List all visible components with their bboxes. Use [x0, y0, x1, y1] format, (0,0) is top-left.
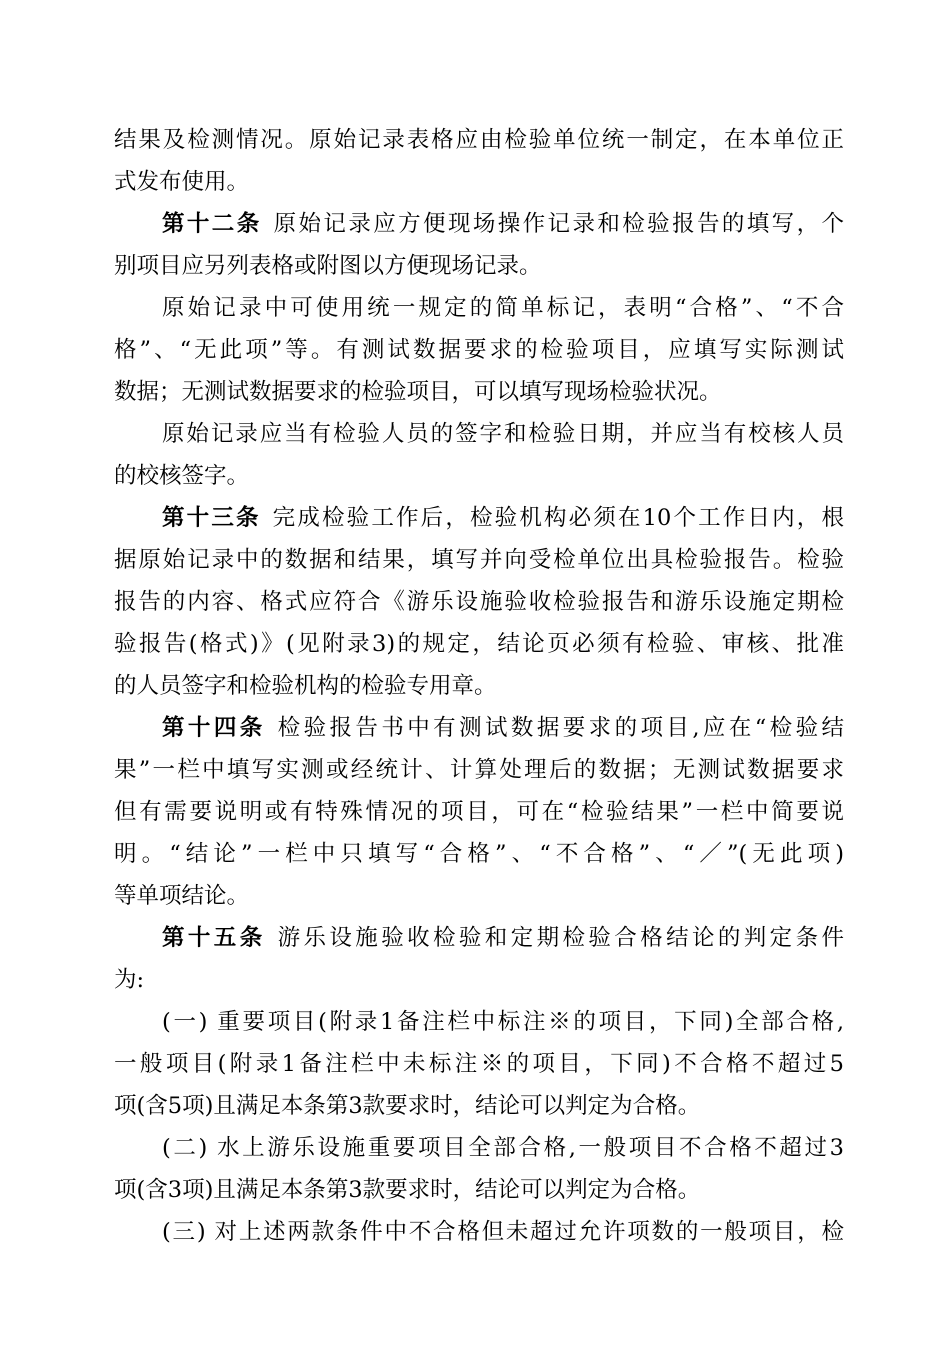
line-text: 项(含3项)且满足本条第3款要求时，结论可以判定为合格。 [114, 1177, 701, 1203]
line-text: 原始记录应方便现场操作记录和检验报告的填写，个 [273, 211, 844, 237]
text-line [114, 1084, 844, 1128]
line-text: 明。“结论”一栏中只填写“合格”、“不合格”、“／”(无此项) [114, 841, 844, 867]
article-heading: 第十三条 [162, 505, 261, 531]
line-text: 据原始记录中的数据和结果，填写并向受检单位出具检验报告。检验 [114, 547, 844, 573]
text-line [114, 1168, 844, 1212]
article-heading: 第十四条 [162, 715, 266, 741]
line-text: 为: [114, 967, 145, 993]
article-heading: 第十五条 [162, 925, 266, 951]
line-text: 式发布使用。 [114, 169, 250, 195]
text-line [114, 790, 844, 834]
line-text: 果”一栏中填写实测或经统计、计算处理后的数据；无测试数据要求 [114, 757, 844, 783]
line-text: 但有需要说明或有特殊情况的项目，可在“检验结果”一栏中简要说 [114, 799, 844, 825]
line-text: 的校核签字。 [114, 463, 250, 489]
text-line [114, 1042, 844, 1086]
clause-2-line [162, 1126, 844, 1170]
article-heading: 第十二条 [162, 211, 262, 237]
line-text: 完成检验工作后，检验机构必须在10个工作日内，根 [272, 505, 844, 531]
clause-3-line [162, 1210, 844, 1254]
text-line [114, 664, 844, 708]
text-line [114, 244, 844, 288]
line-text: (二) 水上游乐设施重要项目全部合格,一般项目不合格不超过3 [162, 1135, 844, 1161]
line-text: 的人员签字和检验机构的检验专用章。 [114, 673, 497, 699]
line-text: 原始记录应当有检验人员的签字和检验日期，并应当有校核人员 [162, 421, 844, 447]
line-text: 结果及检测情况。原始记录表格应由检验单位统一制定，在本单位正 [114, 127, 844, 153]
text-line [114, 160, 844, 204]
line-text: 数据；无测试数据要求的检验项目，可以填写现场检验状况。 [114, 379, 722, 405]
line-text: 格”、“无此项”等。有测试数据要求的检验项目，应填写实际测试 [114, 337, 844, 363]
text-line [114, 832, 844, 876]
text-line [114, 622, 844, 666]
line-text: 游乐设施验收检验和定期检验合格结论的判定条件 [277, 925, 844, 951]
line-text: 验报告(格式)》(见附录3)的规定，结论页必须有检验、审核、批准 [114, 631, 844, 657]
text-line [114, 874, 844, 918]
text-line [114, 370, 844, 414]
line-text: 别项目应另列表格或附图以方便现场记录。 [114, 253, 542, 279]
article-14-line [162, 706, 844, 750]
line-text: 检验报告书中有测试数据要求的项目,应在“检验结 [277, 715, 844, 741]
text-line [114, 538, 844, 582]
line-text: 报告的内容、格式应符合《游乐设施验收检验报告和游乐设施定期检 [114, 589, 844, 615]
text-line [114, 958, 844, 1002]
line-text: 等单项结论。 [114, 883, 250, 909]
text-line [114, 454, 844, 498]
text-line [162, 412, 844, 456]
line-text: 一般项目(附录1备注栏中未标注※的项目，下同)不合格不超过5 [114, 1051, 844, 1077]
text-line [114, 580, 844, 624]
line-text: 原始记录中可使用统一规定的简单标记，表明“合格”、“不合 [162, 295, 844, 321]
text-line [114, 118, 844, 162]
clause-1-line [162, 1000, 844, 1044]
line-text: (一) 重要项目(附录1备注栏中标注※的项目，下同)全部合格, [162, 1009, 844, 1035]
text-line [162, 286, 844, 330]
text-line [114, 328, 844, 372]
article-12-line [162, 202, 844, 246]
article-15-line [162, 916, 844, 960]
text-line [114, 748, 844, 792]
article-13-line [162, 496, 844, 540]
line-text: 项(含5项)且满足本条第3款要求时，结论可以判定为合格。 [114, 1093, 701, 1119]
line-text: (三) 对上述两款条件中不合格但未超过允许项数的一般项目，检 [162, 1219, 844, 1245]
